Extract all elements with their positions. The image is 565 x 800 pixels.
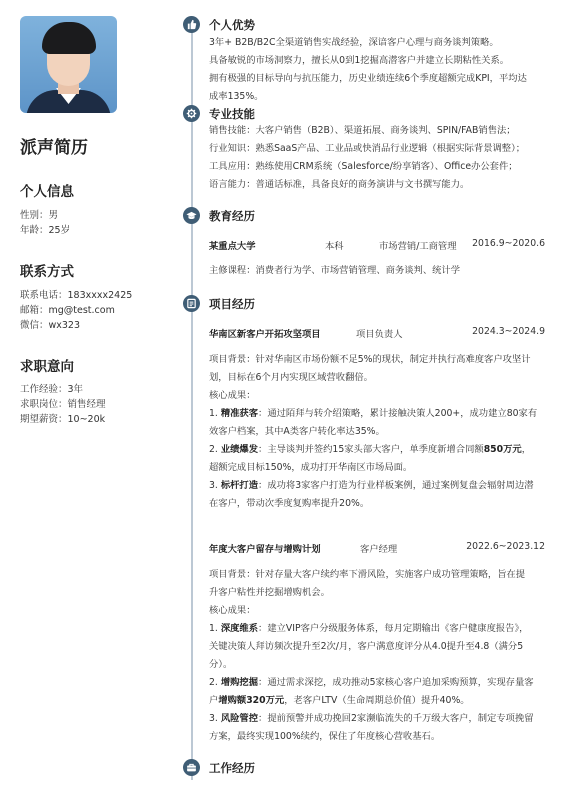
courses-line: 主修课程：消费者行为学、市场营销管理、商务谈判、统计学 (209, 265, 461, 276)
project-1-achievement-3: 3. 标杆打造：成功将3家客户打造为行业样板案例，通过案例复盘会辐射周边潜 (209, 480, 534, 491)
timeline-line (191, 24, 193, 780)
project-2-achievement-3: 3. 风险管控：提前预警并成功挽回2家濒临流失的千万级大客户，制定专项挽留 (209, 713, 534, 724)
job-intent-heading: 求职意向 (20, 359, 74, 375)
contact-heading: 联系方式 (20, 264, 74, 280)
phone-line: 联系电话：183xxxx2425 (20, 290, 133, 301)
email-line: 邮箱：mg@test.com (20, 305, 115, 316)
project-1-role: 项目负责人 (356, 329, 403, 340)
project-1-achievement-1-cont: 效客户档案，其中A类客户转化率达35%。 (209, 426, 385, 437)
school-name: 某重点大学 (209, 241, 256, 252)
experience-line: 工作经验：3年 (20, 384, 84, 395)
gender-line: 性别：男 (20, 210, 59, 221)
wechat-line: 微信：wx323 (20, 320, 81, 331)
project-1-core-label: 核心成果： (209, 390, 256, 401)
profile-photo (20, 16, 117, 113)
position-line: 求职岗位：销售经理 (20, 399, 106, 410)
advantages-body (209, 34, 547, 106)
skill-line: 语言能力：普通话标准，具备良好的商务演讲与文书撰写能力。 (209, 179, 470, 190)
briefcase-icon (183, 759, 200, 776)
document-icon (183, 295, 200, 312)
graduation-cap-icon (183, 207, 200, 224)
project-2-role: 客户经理 (360, 544, 398, 555)
project-1-name: 华南区新客户开拓攻坚项目 (209, 329, 321, 340)
project-2-core-label: 核心成果： (209, 605, 256, 616)
project-1-background: 项目背景：针对华南区市场份额不足5%的现状，制定并执行高难度客户攻坚计 (209, 354, 531, 365)
project-1-achievement-3-cont: 在客户，带动次季度复购率提升20%。 (209, 498, 370, 509)
age-line: 年龄：25岁 (20, 225, 71, 236)
project-2-achievement-3-cont: 方案，最终实现100%续约，保住了年度核心营收基石。 (209, 731, 441, 742)
resume-title: 派声简历 (20, 138, 88, 158)
project-1-header (209, 326, 545, 340)
gear-icon (183, 105, 200, 122)
project-1-body (209, 351, 547, 513)
personal-info-heading: 个人信息 (20, 184, 74, 200)
skills-body (209, 122, 547, 194)
skill-line: 行业知识：熟悉SaaS产品、工业品或快消品行业逻辑（根据实际背景调整）； (209, 143, 526, 154)
project-2-achievement-1-cont: 关键决策人拜访频次提升至2次/月，客户满意度评分从4.0提升至4.8（满分5 (209, 641, 524, 652)
project-1-achievement-1: 1. 精准获客：通过陌拜与转介绍策略，累计接触决策人200+，成功建立80家有 (209, 408, 538, 419)
education-period: 2016.9~2020.6 (472, 238, 545, 249)
skill-line: 销售技能：大客户销售（B2B）、渠道拓展、商务谈判、SPIN/FAB销售法； (209, 125, 516, 136)
advantage-line: 具备敏锐的市场洞察力，擅长从0到1挖掘高潜客户并建立长期粘性关系。 (209, 55, 510, 66)
project-2-achievement-2: 2. 增购挖掘：通过需求深挖，成功推动5家核心客户追加采购预算，实现存量客 (209, 677, 534, 688)
left-sidebar (0, 0, 178, 800)
project-1-achievement-2-cont: 超额完成目标150%，成功打开华南区市场局面。 (209, 462, 413, 473)
project-2-name: 年度大客户留存与增购计划 (209, 544, 321, 555)
advantage-line: 拥有极强的目标导向与抗压能力，历史业绩连续6个季度超额完成KPI，平均达 (209, 73, 527, 84)
project-1-period: 2024.3~2024.9 (472, 326, 545, 337)
advantages-heading: 个人优势 (209, 18, 255, 32)
thumbs-up-icon (183, 16, 200, 33)
project-2-period: 2022.6~2023.12 (466, 541, 545, 552)
major: 市场营销/工商管理 (379, 241, 457, 252)
advantage-line: 3年+ B2B/B2C全渠道销售实战经验，深谙客户心理与商务谈判策略。 (209, 37, 499, 48)
skill-line: 工具应用：熟练使用CRM系统（Salesforce/纷享销客）、Office办公套件； (209, 161, 518, 172)
project-2-background-cont: 升客户粘性并挖掘增购机会。 (209, 587, 330, 598)
project-2-achievement-1-cont2: 分）。 (209, 659, 233, 670)
project-2-body (209, 566, 547, 746)
project-2-background: 项目背景：针对存量大客户续约率下滑风险，实施客户成功管理策略，旨在提 (209, 569, 526, 580)
education-row (209, 238, 545, 252)
degree: 本科 (325, 241, 344, 252)
project-1-background-cont: 划，目标在6个月内实现区域营收翻倍。 (209, 372, 373, 383)
skills-heading: 专业技能 (209, 107, 255, 121)
projects-heading: 项目经历 (209, 297, 255, 311)
work-heading: 工作经历 (209, 761, 255, 775)
project-2-header (209, 541, 545, 555)
education-heading: 教育经历 (209, 209, 255, 223)
salary-line: 期望薪资：10~20k (20, 414, 106, 425)
project-2-achievement-2-cont: 户增购额320万元，老客户LTV（生命周期总价值）提升40%。 (209, 695, 470, 706)
advantage-line: 成率135%。 (209, 91, 264, 102)
project-2-achievement-1: 1. 深度维系：建立VIP客户分级服务体系，每月定期输出《客户健康度报告》， (209, 623, 529, 634)
project-1-achievement-2: 2. 业绩爆发：主导谈判并签约15家头部大客户，单季度新增合同额850万元， (209, 444, 532, 455)
